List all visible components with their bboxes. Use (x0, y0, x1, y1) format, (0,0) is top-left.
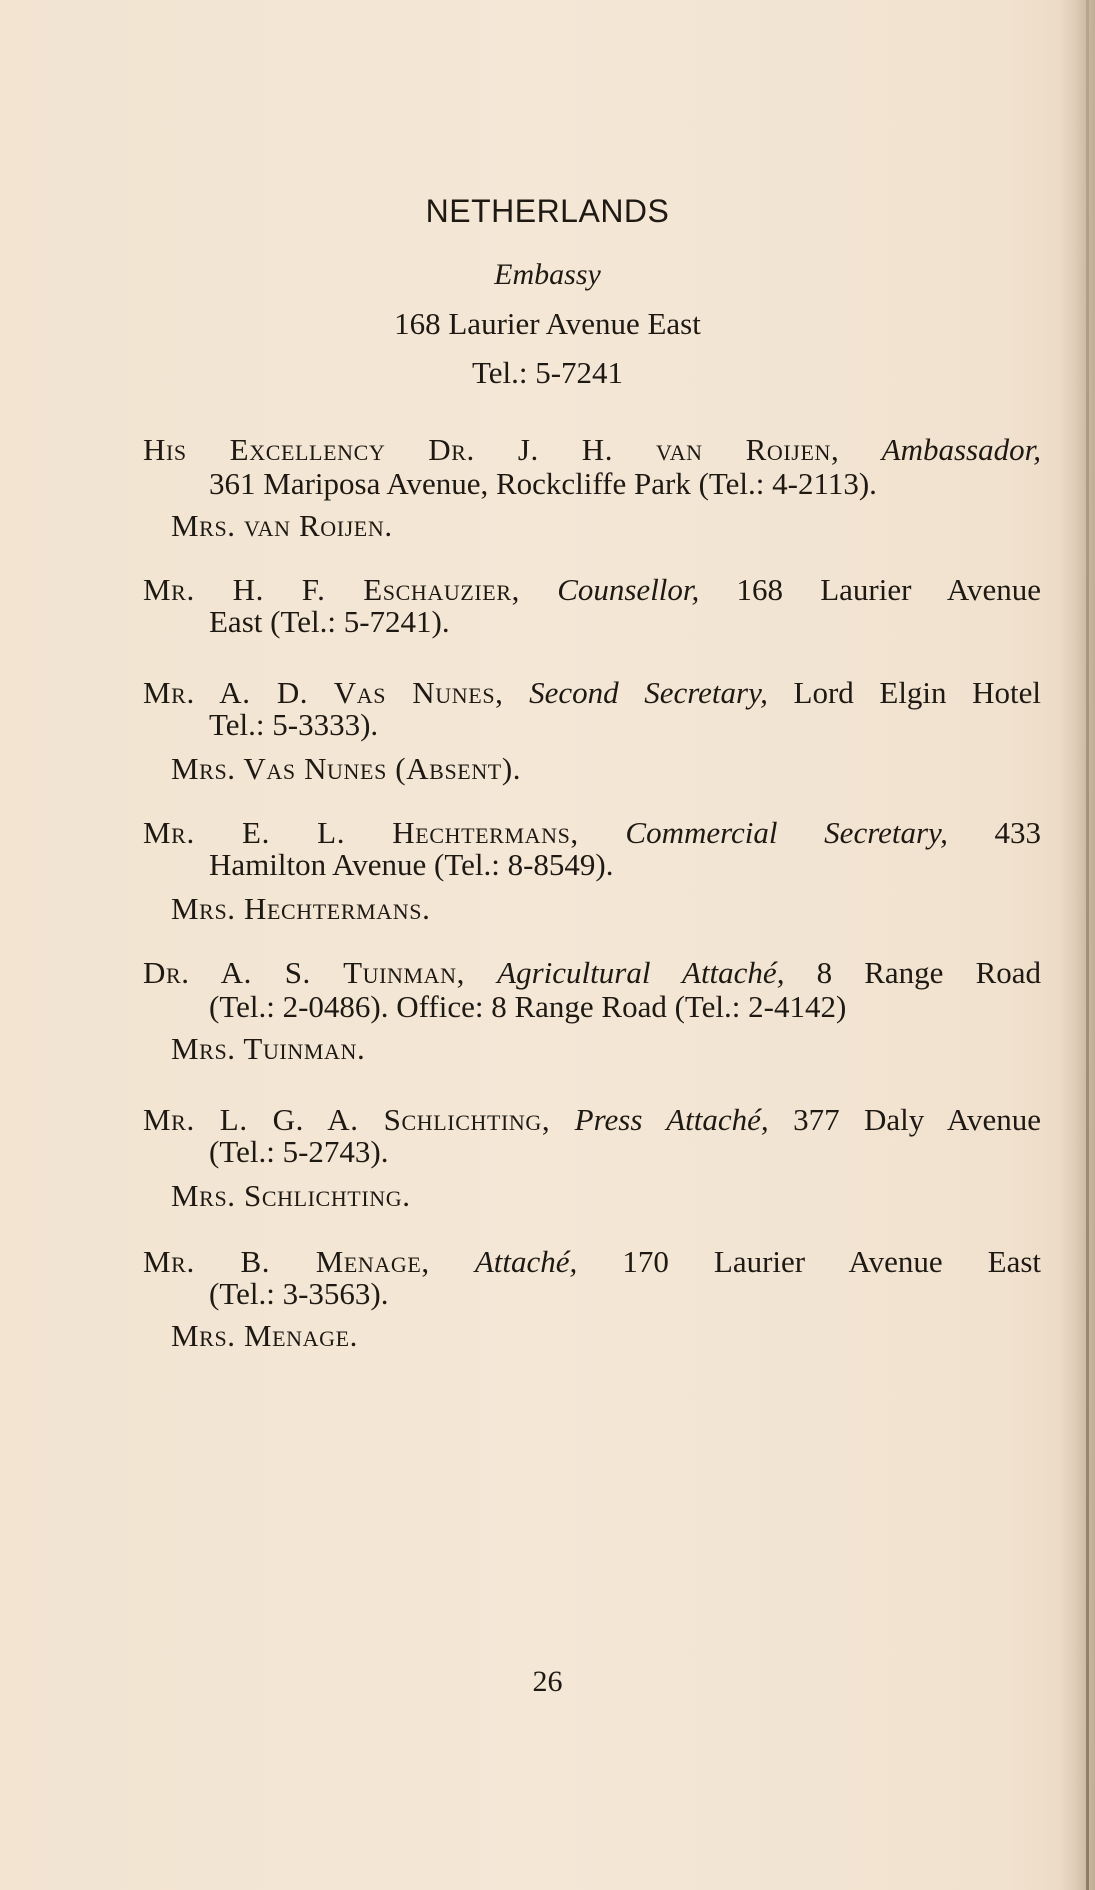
staff-address: 168 Laurier Avenue (736, 572, 1042, 607)
spouse-name: Mrs. Menage. (171, 1318, 359, 1353)
entry-line-2: 361 Mariposa Avenue, Rockcliffe Park (Tel.: 4-2113). (209, 466, 877, 501)
staff-address: 377 Daly Avenue (793, 1102, 1042, 1137)
entry-line-1 (143, 1245, 1041, 1279)
entry-line-1 (143, 433, 1041, 467)
mission-type: Embassy (494, 258, 601, 291)
entry-line-1 (143, 1103, 1041, 1137)
staff-address: 8 Range Road (816, 955, 1042, 990)
staff-list (143, 0, 1043, 1890)
page-number: 26 (532, 1665, 563, 1698)
spouse-name: Mrs. Vas Nunes (Absent). (171, 751, 522, 786)
country-heading: NETHERLANDS (425, 193, 670, 229)
staff-title: Ambassador, (881, 432, 1041, 467)
spouse-name: Mrs. Schlichting. (171, 1178, 411, 1213)
entry-line-2: Tel.: 5-3333). (209, 707, 379, 742)
entry-line-2: (Tel.: 3-3563). (209, 1276, 389, 1311)
staff-name: Mr. H. F. Eschauzier, (143, 572, 520, 607)
staff-title: Commercial Secretary, (625, 815, 948, 850)
staff-title: Counsellor, (557, 572, 700, 607)
staff-address: 433 (994, 815, 1042, 850)
staff-name: Mr. L. G. A. Schlichting, (143, 1102, 551, 1137)
staff-name: Mr. E. L. Hechtermans, (143, 815, 579, 850)
embassy-address: 168 Laurier Avenue East (394, 306, 701, 341)
staff-title: Attaché, (474, 1244, 578, 1279)
staff-name: His Excellency Dr. J. H. van Roijen, (143, 432, 840, 467)
entry-line-2: Hamilton Avenue (Tel.: 8-8549). (209, 847, 614, 882)
entry-line-2: (Tel.: 2-0486). Office: 8 Range Road (Tel.: 2-4142) (209, 989, 847, 1024)
staff-name: Mr. A. D. Vas Nunes, (143, 675, 504, 710)
staff-address: 170 Laurier Avenue East (622, 1244, 1042, 1279)
spouse-name: Mrs. van Roijen. (171, 508, 393, 543)
staff-title: Agricultural Attaché, (497, 955, 785, 990)
embassy-phone: Tel.: 5-7241 (471, 355, 624, 390)
staff-title: Second Secretary, (529, 675, 768, 710)
entry-line-1 (143, 573, 1041, 607)
staff-name: Dr. A. S. Tuinman, (143, 955, 466, 990)
entry-line-2: (Tel.: 5-2743). (209, 1134, 389, 1169)
entry-line-1 (143, 676, 1041, 710)
entry-line-1 (143, 956, 1041, 990)
staff-title: Press Attaché, (574, 1102, 769, 1137)
entry-line-2: East (Tel.: 5-7241). (209, 604, 450, 639)
staff-name: Mr. B. Menage, (143, 1244, 430, 1279)
entry-line-1 (143, 816, 1041, 850)
staff-address: Lord Elgin Hotel (793, 675, 1042, 710)
spouse-name: Mrs. Hechtermans. (171, 891, 431, 926)
spouse-name: Mrs. Tuinman. (171, 1031, 366, 1066)
